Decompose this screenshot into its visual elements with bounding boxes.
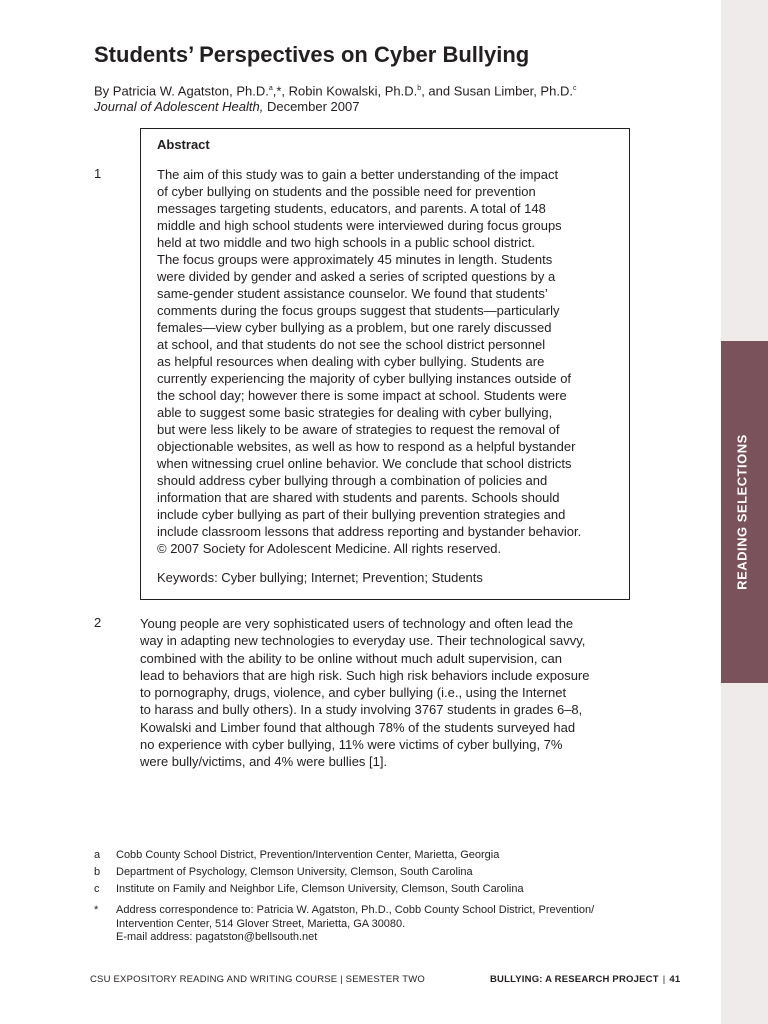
footnote-text: Department of Psychology, Clemson University, Clemson, South Carolina <box>116 866 473 878</box>
article-title: Students’ Perspectives on Cyber Bullying <box>94 42 530 67</box>
journal-name: Journal of Adolescent Health, <box>94 99 264 114</box>
correspondence-marker: * <box>94 904 99 916</box>
abstract-heading: Abstract <box>157 137 210 152</box>
footnote-text: Institute on Family and Neighbor Life, Clemson University, Clemson, South Carolina <box>116 883 524 895</box>
journal-citation <box>94 98 359 116</box>
body-paragraph: Young people are very sophisticated users of technology and often lead the way in adapting new technologies to everyday use. Their technological savvy, combined with the ability to be online without much adult supervision, can lead to behaviors that are high risk. Such high risk behaviors include exposure to pornography, drugs, violence, and cyber bullying (i.e., using the Internet to harass and bully others). In a study involving 3767 students in grades 6–8, Kowalski and Limber found that although 78% of the students surveyed had no experience with cyber bullying, 11% were victims of cyber bullying, 7% were bully/victims, and 4% were bullies [1]. <box>140 616 590 770</box>
footer-separator: | <box>662 974 666 985</box>
footer-section <box>490 974 680 985</box>
footnote-label: b <box>94 866 101 878</box>
footer-project-title: BULLYING: A RESEARCH PROJECT <box>490 974 659 985</box>
journal-date: December 2007 <box>263 99 360 114</box>
byline-text-3: , and Susan Limber, Ph.D. <box>421 83 573 99</box>
affiliation-marker-c: c <box>572 85 577 92</box>
correspondence-address: Address correspondence to: Patricia W. Agatston, Ph.D., Cobb County School District, Prevention/ Intervention Center, 514 Glover Street, Marietta, GA 30080. E-mail address: pagatston@bellsouth.net <box>116 904 595 943</box>
footnote-label: c <box>94 883 100 895</box>
abstract-keywords: Keywords: Cyber bullying; Internet; Prevention; Students <box>157 570 483 585</box>
footnote-text: Cobb County School District, Prevention/Intervention Center, Marietta, Georgia <box>116 849 500 861</box>
section-tab-label: READING SELECTIONS <box>734 434 750 590</box>
page-number: 41 <box>669 974 681 985</box>
affiliation-marker-b: b <box>417 85 422 92</box>
abstract-text: The aim of this study was to gain a better understanding of the impact of cyber bullying on students and the possible need for prevention messages targeting students, educators, and parents. A total of 148 middle and high school students were interviewed during focus groups held at two middle and two high schools in a public school district. The focus groups were approximately 45 minutes in length. Students were divided by gender and asked a series of scripted questions by a same-gender student assistance counselor. We found that students’ comments during the focus groups suggest that students—particularly females—view cyber bullying as a problem, but one rarely discussed at school, and that students do not see the school district personnel as helpful resources when dealing with cyber bullying. Students are currently experiencing the majority of cyber bullying instances outside of the school day; however there is some impact at school. Students were able to suggest some basic strategies for dealing with cyber bullying, but were less likely to be aware of strategies to request the removal of objectionable websites, as well as how to respond as a helpful bystander when witnessing cruel online behavior. We conclude that school districts should address cyber bullying through a combination of policies and information that are shared with students and parents. Schools should include cyber bullying as part of their bullying prevention strategies and include classroom lessons that address reporting and bystander behavior. © 2007 Society for Adolescent Medicine. All rights reserved. <box>157 167 582 556</box>
footnote-label: a <box>94 849 101 861</box>
byline-text-2: ,*, Robin Kowalski, Ph.D. <box>272 83 418 99</box>
paragraph-number-2: 2 <box>94 615 102 630</box>
affiliation-marker-a: a <box>268 85 273 92</box>
paragraph-number-1: 1 <box>94 166 102 181</box>
footer-course-title: CSU EXPOSITORY READING AND WRITING COURSE | SEMESTER TWO <box>90 974 425 985</box>
byline-text-1: By Patricia W. Agatston, Ph.D. <box>94 83 269 99</box>
